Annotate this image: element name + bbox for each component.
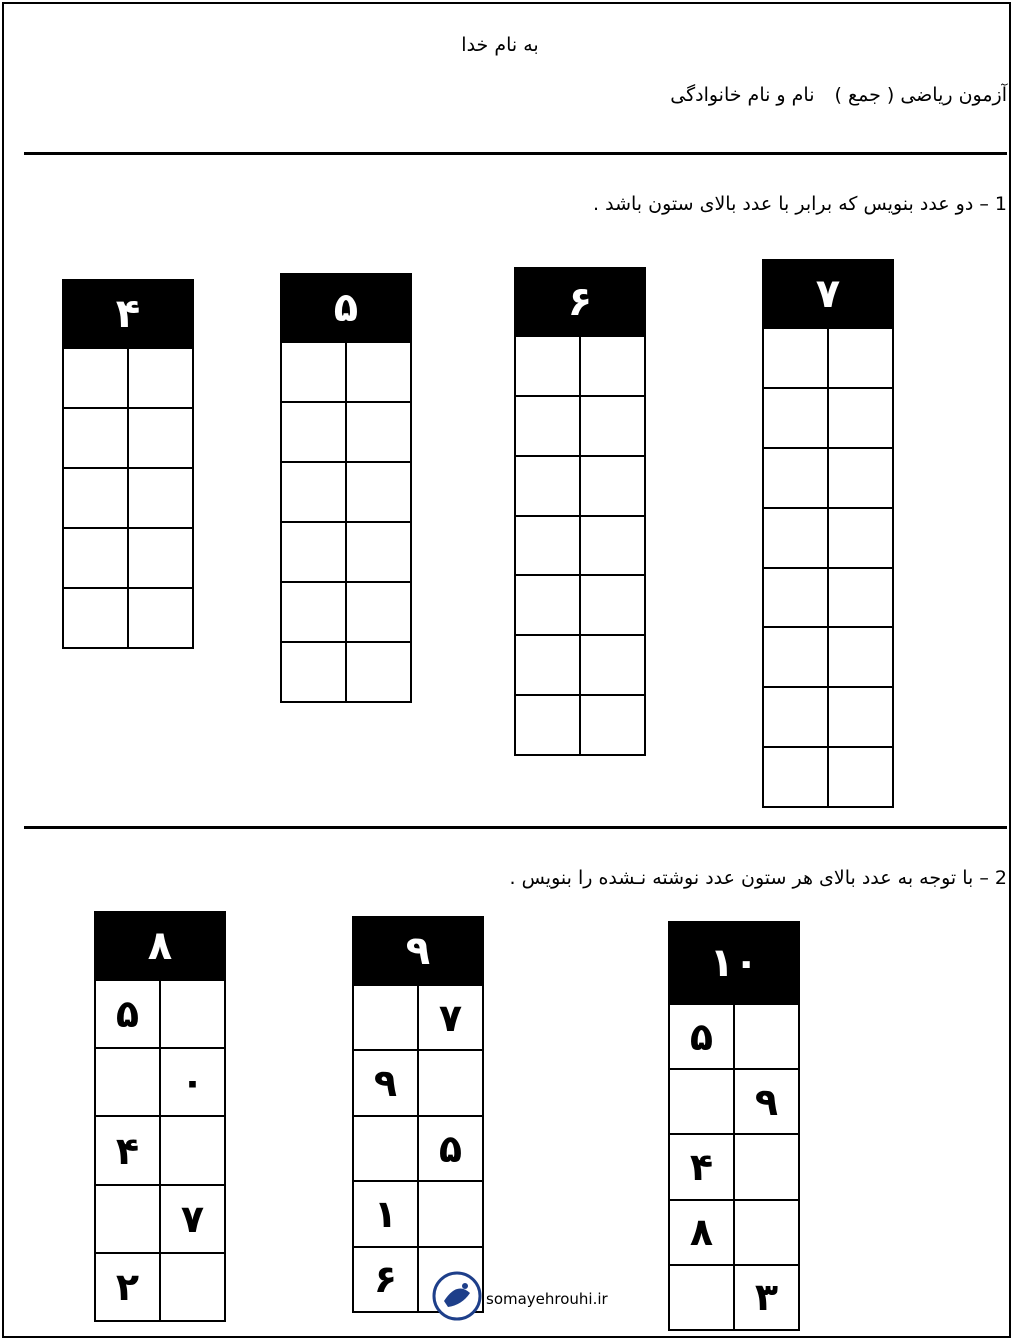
answer-cell[interactable]	[764, 449, 827, 507]
table-row	[96, 1252, 224, 1320]
answer-cell[interactable]	[516, 636, 579, 694]
answer-cell[interactable]	[827, 509, 892, 567]
table-row	[764, 746, 892, 806]
table-row	[64, 407, 192, 467]
table-row	[64, 527, 192, 587]
number-column	[94, 911, 226, 1322]
answer-cell[interactable]	[827, 569, 892, 627]
answer-cell[interactable]	[127, 469, 192, 527]
answer-cell[interactable]	[827, 748, 892, 806]
answer-cell[interactable]: ۵	[417, 1117, 482, 1180]
table-row	[282, 581, 410, 641]
table-row	[282, 401, 410, 461]
answer-cell[interactable]: ۹	[733, 1070, 798, 1133]
answer-cell[interactable]	[579, 636, 644, 694]
answer-cell[interactable]	[579, 696, 644, 754]
answer-cell[interactable]	[159, 981, 224, 1047]
answer-cell[interactable]	[579, 457, 644, 515]
answer-cell[interactable]	[516, 337, 579, 395]
exam-title-line	[656, 84, 1007, 106]
answer-cell[interactable]	[354, 1117, 417, 1180]
table-row	[96, 1184, 224, 1252]
question-2: 2 – با توجه به عدد بالای هر ستون عدد نوشته نـشده را بنویس .	[509, 867, 1007, 889]
table-row	[516, 634, 644, 694]
table-row	[282, 521, 410, 581]
answer-cell[interactable]	[64, 529, 127, 587]
answer-cell[interactable]	[64, 349, 127, 407]
answer-cell[interactable]	[354, 986, 417, 1049]
answer-cell[interactable]	[516, 696, 579, 754]
answer-cell[interactable]	[579, 397, 644, 455]
divider-middle	[24, 826, 1007, 829]
answer-cell[interactable]: ۵	[115, 992, 140, 1037]
question-1: 1 – دو عدد بنویس که برابر با عدد بالای ستون باشد .	[593, 193, 1007, 215]
table-row	[670, 1199, 798, 1264]
table-row	[282, 461, 410, 521]
answer-cell[interactable]: ۴	[115, 1128, 140, 1173]
site-logo-icon	[432, 1271, 482, 1321]
table-row	[670, 1068, 798, 1133]
table-row	[354, 1115, 482, 1180]
table-row	[64, 347, 192, 407]
answer-cell[interactable]	[345, 643, 410, 701]
answer-cell[interactable]	[764, 628, 827, 686]
answer-cell[interactable]	[764, 389, 827, 447]
answer-cell[interactable]: ۳	[733, 1266, 798, 1329]
column-header-number: ۸	[96, 913, 224, 979]
name-label: نام و نام خانوادگی	[670, 84, 815, 106]
table-row	[764, 447, 892, 507]
table-row	[516, 694, 644, 754]
answer-cell[interactable]: ۹	[373, 1061, 398, 1106]
answer-cell[interactable]	[516, 457, 579, 515]
table-row	[96, 1115, 224, 1183]
answer-cell[interactable]	[733, 1201, 798, 1264]
answer-cell[interactable]	[516, 576, 579, 634]
answer-cell[interactable]	[282, 463, 345, 521]
bismillah: به نام خدا	[461, 34, 539, 56]
answer-cell[interactable]	[670, 1070, 733, 1133]
answer-cell[interactable]	[417, 1051, 482, 1114]
answer-cell[interactable]: ۰	[159, 1049, 224, 1115]
answer-cell[interactable]	[579, 576, 644, 634]
answer-cell[interactable]	[764, 329, 827, 387]
column-header-number: ۶	[516, 269, 644, 335]
answer-cell[interactable]	[345, 403, 410, 461]
answer-cell[interactable]	[827, 449, 892, 507]
table-row	[354, 984, 482, 1049]
table-row	[516, 515, 644, 575]
answer-cell[interactable]	[127, 589, 192, 647]
answer-cell[interactable]	[764, 688, 827, 746]
column-header-number: ۹	[354, 918, 482, 984]
table-row	[64, 467, 192, 527]
number-column	[514, 267, 646, 756]
answer-cell[interactable]	[733, 1135, 798, 1198]
table-row	[670, 1264, 798, 1329]
answer-cell[interactable]: ۱	[373, 1191, 398, 1236]
table-row	[516, 455, 644, 515]
answer-cell[interactable]	[827, 688, 892, 746]
number-column	[762, 259, 894, 808]
answer-cell[interactable]	[345, 343, 410, 401]
table-row	[516, 574, 644, 634]
answer-cell[interactable]	[127, 409, 192, 467]
answer-cell[interactable]	[282, 583, 345, 641]
answer-cell[interactable]	[764, 748, 827, 806]
answer-cell[interactable]	[345, 583, 410, 641]
answer-cell[interactable]	[345, 523, 410, 581]
answer-cell[interactable]	[579, 517, 644, 575]
divider-top	[24, 152, 1007, 155]
answer-cell[interactable]: ۷	[417, 986, 482, 1049]
answer-cell[interactable]	[64, 589, 127, 647]
answer-cell[interactable]	[64, 469, 127, 527]
table-row	[516, 395, 644, 455]
table-row	[96, 979, 224, 1047]
table-row	[354, 1180, 482, 1245]
answer-cell[interactable]	[827, 628, 892, 686]
number-column	[280, 273, 412, 703]
table-row	[764, 626, 892, 686]
table-row	[670, 1003, 798, 1068]
column-header-number: ۷	[764, 261, 892, 327]
answer-cell[interactable]	[127, 529, 192, 587]
answer-cell[interactable]	[764, 569, 827, 627]
answer-cell[interactable]	[282, 343, 345, 401]
column-header-number: ۴	[64, 281, 192, 347]
answer-cell[interactable]: ۴	[689, 1145, 714, 1189]
table-row	[764, 567, 892, 627]
answer-cell[interactable]	[282, 523, 345, 581]
table-row	[354, 1049, 482, 1114]
answer-cell[interactable]	[159, 1254, 224, 1320]
table-row	[764, 327, 892, 387]
table-row	[282, 341, 410, 401]
answer-cell[interactable]	[96, 1186, 159, 1252]
answer-cell[interactable]: ۲	[115, 1264, 140, 1309]
answer-cell[interactable]	[733, 1005, 798, 1068]
answer-cell[interactable]	[345, 463, 410, 521]
table-row	[670, 1133, 798, 1198]
answer-cell[interactable]	[282, 403, 345, 461]
answer-cell[interactable]	[64, 409, 127, 467]
exam-title: آزمون ریاضی ( جمع )	[834, 84, 1007, 106]
answer-cell[interactable]	[417, 1182, 482, 1245]
answer-cell[interactable]	[827, 329, 892, 387]
answer-cell[interactable]	[764, 509, 827, 567]
answer-cell[interactable]	[827, 389, 892, 447]
table-row	[764, 686, 892, 746]
table-row	[764, 507, 892, 567]
answer-cell[interactable]	[127, 349, 192, 407]
column-header-number: ۱۰	[670, 923, 798, 1003]
answer-cell[interactable]	[282, 643, 345, 701]
table-row	[64, 587, 192, 647]
number-column	[668, 921, 800, 1331]
site-url: somayehrouhi.ir	[486, 1290, 608, 1308]
answer-cell[interactable]: ۶	[373, 1257, 398, 1302]
answer-cell[interactable]: ۵	[689, 1014, 714, 1059]
answer-cell[interactable]	[96, 1049, 159, 1115]
column-header-number: ۵	[282, 275, 410, 341]
table-row	[96, 1047, 224, 1115]
number-column	[352, 916, 484, 1313]
answer-cell[interactable]	[516, 397, 579, 455]
answer-cell[interactable]: ۷	[159, 1186, 224, 1252]
answer-cell[interactable]	[516, 517, 579, 575]
answer-cell[interactable]	[579, 337, 644, 395]
table-row	[282, 641, 410, 701]
answer-cell[interactable]: ۸	[689, 1210, 714, 1255]
answer-cell[interactable]	[159, 1117, 224, 1183]
number-column	[62, 279, 194, 649]
answer-cell[interactable]	[670, 1266, 733, 1329]
table-row	[516, 335, 644, 395]
table-row	[764, 387, 892, 447]
